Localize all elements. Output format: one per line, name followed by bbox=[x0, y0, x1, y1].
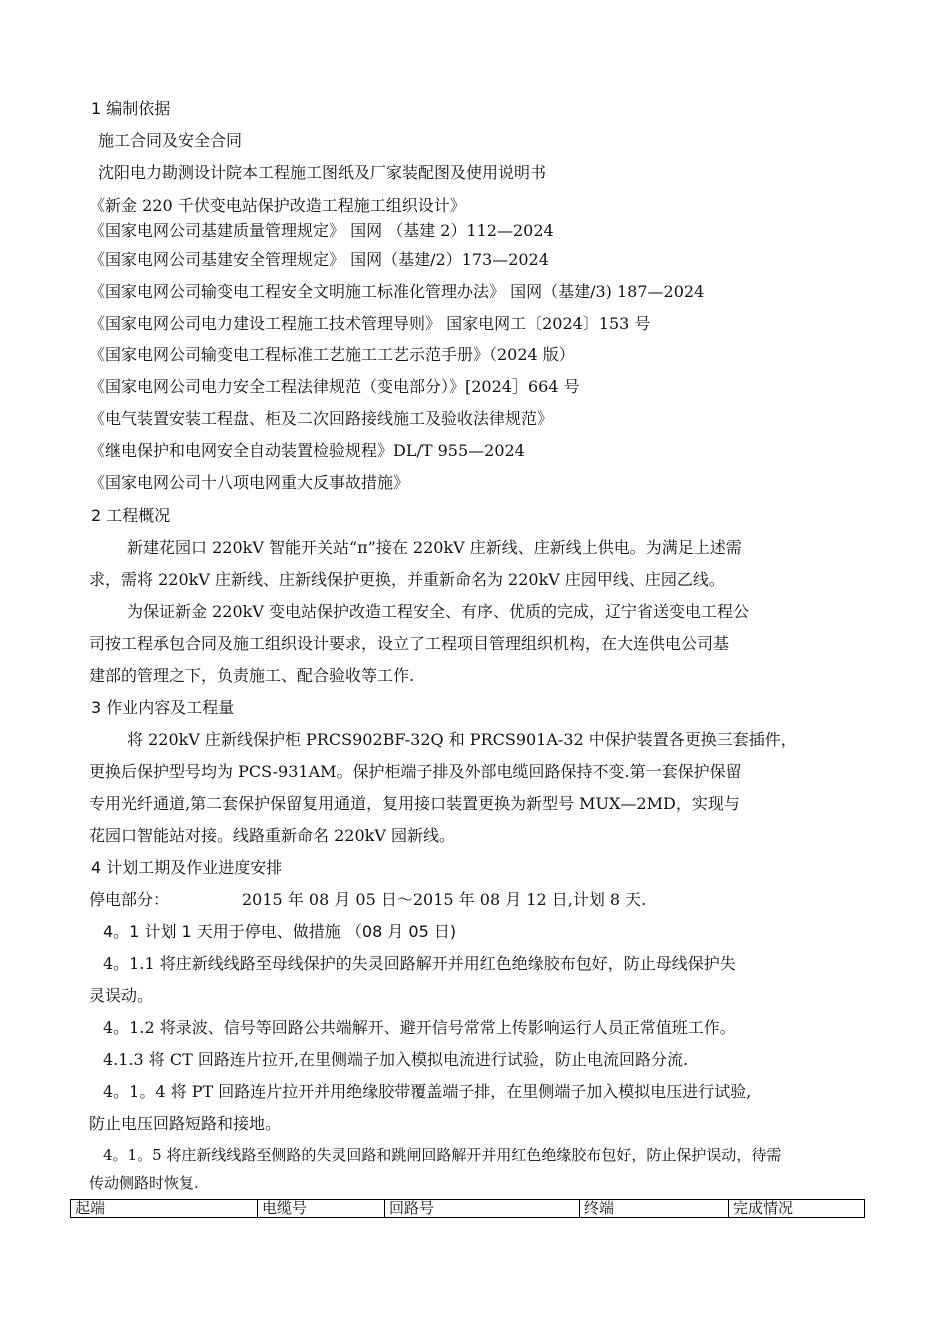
step-line: 4。1。5 将庄新线线路至侧路的失灵回路和跳闸回路解开并用红色绝缘胶布包好，防止保护误动，待需 bbox=[103, 1146, 782, 1164]
section-3-heading: 3 作业内容及工程量 bbox=[91, 698, 235, 717]
cable-table bbox=[70, 1199, 865, 1218]
reference-item: 《国家电网公司输变电工程标准工艺施工工艺示范手册》（2024 版） bbox=[89, 345, 575, 364]
paragraph-line: 更换后保护型号均为 PCS-931AM。保护柜端子排及外部电缆回路保持不变.第一套保护保留 bbox=[89, 762, 742, 781]
step-line: 4.1.3 将 CT 回路连片拉开,在里侧端子加入模拟电流进行试验，防止电流回路分流. bbox=[103, 1050, 689, 1069]
step-line: 灵误动。 bbox=[89, 986, 154, 1005]
outage-label: 停电部分： bbox=[89, 890, 170, 909]
step-line: 防止电压回路短路和接地。 bbox=[89, 1114, 282, 1133]
outage-value: 2015 年 08 月 05 日～2015 年 08 月 12 日,计划 8 天. bbox=[242, 890, 647, 909]
table-header-cell: 回路号 bbox=[385, 1200, 580, 1218]
step-line: 4。1.1 将庄新线线路至母线保护的失灵回路解开并用红色绝缘胶布包好，防止母线保护失 bbox=[103, 954, 736, 973]
step-line: 4。1.2 将录波、信号等回路公共端解开、避开信号常常上传影响运行人员正常值班工作。 bbox=[103, 1018, 736, 1037]
paragraph-line: 新建花园口 220kV 智能开关站“π”接在 220kV 庄新线、庄新线上供电。为满足上述需 bbox=[127, 538, 742, 557]
step-line: 传动侧路时恢复. bbox=[89, 1174, 199, 1192]
table-header-cell: 电缆号 bbox=[258, 1200, 385, 1218]
section-1-heading: 1 编制依据 bbox=[91, 99, 171, 118]
paragraph-line: 专用光纤通道,第二套保护保留复用通道，复用接口装置更换为新型号 MUX—2MD，实现与 bbox=[89, 794, 740, 813]
reference-item: 《新金 220 千伏变电站保护改造工程施工组织设计》 bbox=[89, 196, 466, 215]
reference-item: 施工合同及安全合同 bbox=[98, 131, 243, 150]
reference-item: 《国家电网公司基建质量管理规定》 国网 （基建 2）112—2024 bbox=[89, 221, 554, 240]
paragraph-line: 司按工程承包合同及施工组织设计要求，设立了工程项目管理组织机构，在大连供电公司基 bbox=[89, 634, 730, 653]
reference-item: 《继电保护和电网安全自动装置检验规程》DL/T 955—2024 bbox=[89, 441, 525, 460]
reference-item: 《国家电网公司电力建设工程施工技术管理导则》 国家电网工〔2024〕153 号 bbox=[89, 314, 651, 333]
paragraph-line: 为保证新金 220kV 变电站保护改造工程安全、有序、优质的完成，辽宁省送变电工程公 bbox=[127, 602, 749, 621]
table-header-cell: 起端 bbox=[71, 1200, 258, 1218]
reference-item: 《国家电网公司基建安全管理规定》 国网（基建/2）173—2024 bbox=[89, 250, 549, 269]
paragraph-line: 将 220kV 庄新线保护柜 PRCS902BF-32Q 和 PRCS901A-32 中保护装置各更换三套插件， bbox=[127, 730, 797, 749]
reference-item: 《国家电网公司十八项电网重大反事故措施》 bbox=[89, 473, 410, 492]
paragraph-line: 花园口智能站对接。线路重新命名 220kV 园新线。 bbox=[89, 826, 455, 845]
subsection-heading: 4。1 计划 1 天用于停电、做措施 （08 月 05 日) bbox=[103, 922, 457, 941]
paragraph-line: 建部的管理之下，负责施工、配合验收等工作. bbox=[89, 666, 415, 685]
table-header-cell: 完成情况 bbox=[729, 1200, 865, 1218]
table-header-row bbox=[71, 1200, 865, 1218]
step-line: 4。1。4 将 PT 回路连片拉开并用绝缘胶带覆盖端子排，在里侧端子加入模拟电压进行试验, bbox=[103, 1082, 752, 1101]
table-header-cell: 终端 bbox=[580, 1200, 729, 1218]
reference-item: 沈阳电力勘测设计院本工程施工图纸及厂家装配图及使用说明书 bbox=[98, 163, 547, 182]
section-2-heading: 2 工程概况 bbox=[91, 506, 171, 525]
reference-item: 《国家电网公司输变电工程安全文明施工标准化管理办法》 国网（基建/3) 187—2024 bbox=[89, 282, 705, 301]
reference-item: 《国家电网公司电力安全工程法律规范（变电部分）》[2024］664 号 bbox=[89, 377, 580, 396]
section-4-heading: 4 计划工期及作业进度安排 bbox=[91, 858, 283, 877]
paragraph-line: 求，需将 220kV 庄新线、庄新线保护更换，并重新命名为 220kV 庄园甲线、庄园乙线。 bbox=[89, 570, 725, 589]
reference-item: 《电气装置安装工程盘、柜及二次回路接线施工及验收法律规范》 bbox=[89, 409, 554, 428]
